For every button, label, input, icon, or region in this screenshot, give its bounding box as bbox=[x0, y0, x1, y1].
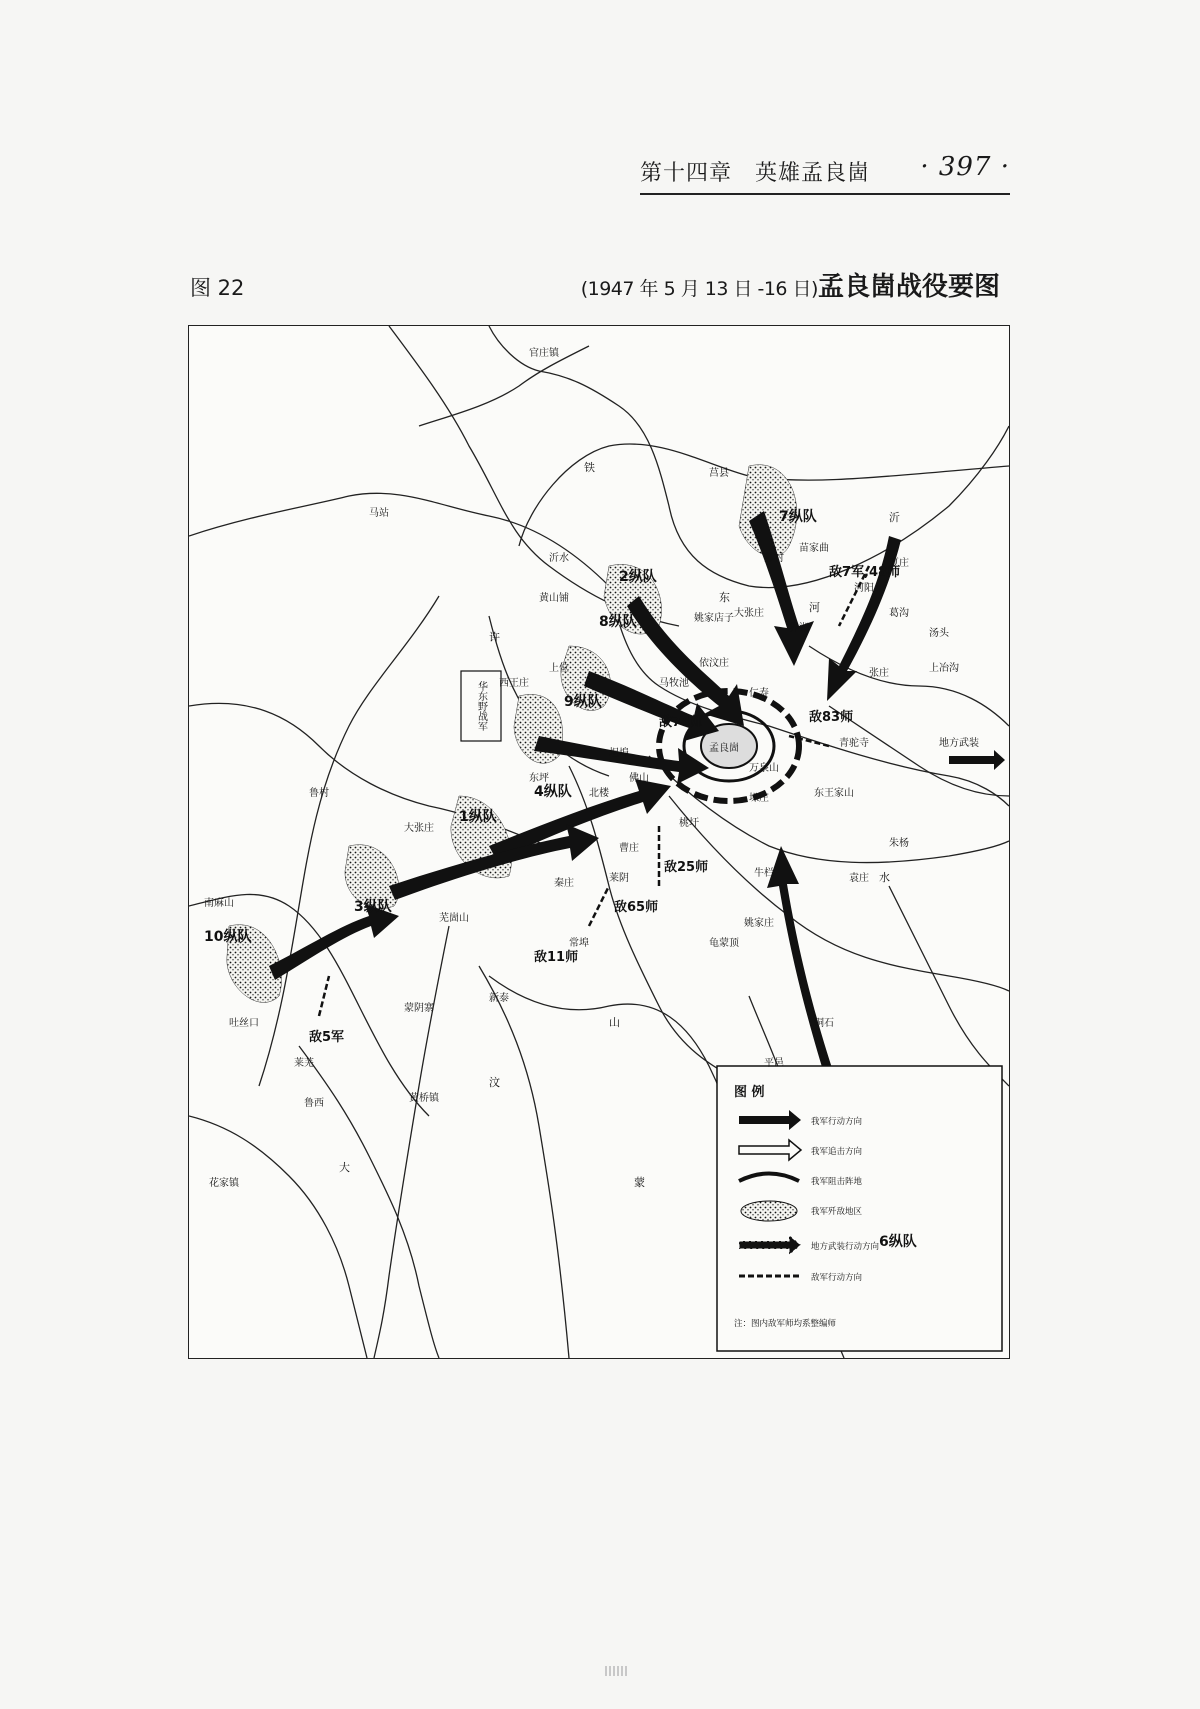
place-yuanzhuang: 袁庄 bbox=[849, 873, 869, 884]
river-label-tie: 铁 bbox=[584, 461, 595, 474]
river-label-he: 河 bbox=[809, 601, 820, 614]
place-mengliangu: 孟良崮 bbox=[709, 743, 739, 754]
place-shangwei: 上位 bbox=[549, 663, 569, 674]
place-guimengding: 龟蒙顶 bbox=[709, 938, 739, 949]
place-dongwangzhuang: 东王家山 bbox=[814, 788, 854, 799]
page-bottom-mark bbox=[605, 1666, 627, 1676]
enemy-e65: 敌65师 bbox=[614, 900, 659, 915]
legend-note: 注：图内敌军师均系整编师 bbox=[734, 1319, 837, 1329]
map-svg bbox=[189, 326, 1009, 1358]
enemy-e7: 敌7军,48师 bbox=[829, 565, 901, 580]
legend-item-0: 我军行动方向 bbox=[811, 1117, 863, 1127]
place-laiwu: 莱芜 bbox=[294, 1058, 314, 1069]
enemy-e83: 敌83师 bbox=[809, 710, 854, 725]
enemy-e11: 敌11师 bbox=[534, 950, 579, 965]
river-label-wen: 汶 bbox=[489, 1076, 500, 1089]
place-niulan: 牛栏 bbox=[754, 868, 774, 879]
field-army-hq bbox=[461, 671, 501, 741]
place-tonghe: 铜石 bbox=[814, 1018, 834, 1029]
place-taoxu: 桃圩 bbox=[679, 818, 699, 829]
enemy-e74: 敌74师 bbox=[659, 715, 704, 730]
place-heyang: 河阳 bbox=[854, 583, 874, 594]
unit-c10: 10纵队 bbox=[204, 929, 252, 945]
place-xiwangzhuang: 西王庄 bbox=[499, 678, 529, 689]
place-laiyin: 莱阴 bbox=[609, 873, 629, 884]
place-huangshanpu: 黄山铺 bbox=[539, 593, 569, 604]
place-tanbu: 垛庄 bbox=[749, 793, 769, 804]
legend-item-2: 我军阻击阵地 bbox=[811, 1177, 863, 1187]
place-suncun: 苏村 bbox=[764, 553, 784, 564]
river-label-dong: 东 bbox=[719, 591, 730, 604]
place-renzhuang: 仁寿 bbox=[749, 688, 769, 699]
place-shangtuolou: 上冶沟 bbox=[929, 663, 959, 674]
unit-c3: 3纵队 bbox=[354, 899, 392, 915]
place-zhuanzhou: 朱杨 bbox=[889, 838, 909, 849]
legend-item-4: 地方武装行动方向 bbox=[811, 1242, 880, 1252]
enemy-e25: 敌25师 bbox=[664, 860, 709, 875]
legend-item-3: 我军歼敌地区 bbox=[811, 1207, 863, 1217]
place-qingtuosi: 青驼寺 bbox=[839, 738, 869, 749]
place-nanmashan: 南麻山 bbox=[204, 898, 234, 909]
river-label-xu: 许 bbox=[489, 631, 500, 644]
running-head bbox=[640, 152, 1010, 195]
unit-c8: 8纵队 bbox=[599, 614, 637, 630]
local-forces-arrow bbox=[949, 750, 1005, 770]
unit-c6: 6纵队 bbox=[879, 1234, 917, 1250]
place-changbu: 常埠 bbox=[569, 938, 589, 949]
place-louxi: 鲁西 bbox=[304, 1098, 324, 1109]
place-caozhuang: 曹庄 bbox=[619, 843, 639, 854]
place-beiloucun: 北楼 bbox=[589, 788, 609, 799]
place-mengyin: 蒙阴寨 bbox=[404, 1003, 434, 1014]
place-miaojiaqu: 苗家曲 bbox=[799, 543, 829, 554]
place-gegou: 葛沟 bbox=[889, 608, 909, 619]
place-wuhushan: 芜崮山 bbox=[439, 913, 469, 924]
enemy-e5: 敌5军 bbox=[309, 1030, 345, 1045]
place-tuishikou: 吐丝口 bbox=[229, 1018, 259, 1029]
place-xiazhuang: 夏庄 bbox=[889, 558, 909, 569]
campaign-map bbox=[188, 325, 1010, 1359]
place-qinzhuang: 秦庄 bbox=[554, 878, 574, 889]
place-mazhan: 马站 bbox=[369, 508, 389, 519]
place-local-forces: 地方武装 bbox=[939, 738, 979, 749]
place-jiejia: 界湖 bbox=[789, 623, 809, 634]
place-zhangzhuang: 张庄 bbox=[869, 668, 889, 679]
unit-c9: 9纵队 bbox=[564, 694, 602, 710]
figure-date-range: (1947 年 5 月 13 日 -16 日) bbox=[580, 278, 818, 300]
place-nanbu: 坦埠 bbox=[609, 748, 629, 759]
river-label-shan: 山 bbox=[609, 1016, 620, 1029]
place-tangtou: 汤头 bbox=[929, 628, 949, 639]
place-xuzhuang: 依汶庄 bbox=[699, 658, 729, 669]
place-yishui: 沂水 bbox=[549, 553, 569, 564]
unit-c2: 2纵队 bbox=[619, 569, 657, 585]
place-matouzhuang: 马牧池 bbox=[659, 678, 689, 689]
place-yaojiazhuang: 姚家庄 bbox=[744, 918, 774, 929]
place-xintai: 新泰 bbox=[489, 993, 509, 1004]
attack-arrows bbox=[269, 511, 901, 1156]
unit-c7: 7纵队 bbox=[779, 509, 817, 525]
legend-item-5: 敌军行动方向 bbox=[811, 1273, 863, 1283]
place-lucun: 鲁村 bbox=[309, 788, 329, 799]
place-guanzhuang: 官庄镇 bbox=[529, 348, 559, 359]
page-number: · 397 · bbox=[920, 152, 1010, 182]
river-label-shui: 水 bbox=[879, 871, 890, 884]
place-dazhangzhuang-e: 大张庄 bbox=[734, 608, 764, 619]
place-foshan: 佛山 bbox=[629, 773, 649, 784]
place-jiajiadianzi: 姚家店子 bbox=[694, 613, 734, 624]
legend bbox=[717, 1066, 1002, 1351]
field-army-label: 华东野战军 bbox=[475, 681, 487, 731]
place-dazhangzhuang-w: 大张庄 bbox=[404, 823, 434, 834]
river-label-da: 大 bbox=[339, 1161, 350, 1174]
place-huadian: 花家镇 bbox=[209, 1178, 239, 1189]
place-pingyi: 平邑 bbox=[764, 1058, 784, 1069]
figure-label: 图 22 bbox=[190, 276, 245, 300]
place-wanquanshan: 万泉山 bbox=[749, 763, 779, 774]
chapter-title: 第十四章 英雄孟良崮 bbox=[640, 161, 871, 186]
place-dongping: 东坪 bbox=[529, 773, 549, 784]
unit-c1: 1纵队 bbox=[459, 809, 497, 825]
unit-c4: 4纵队 bbox=[534, 784, 572, 800]
river-label-yi: 沂 bbox=[889, 511, 900, 524]
river-label-meng: 蒙 bbox=[634, 1176, 645, 1189]
place-juxian: 莒县 bbox=[709, 468, 729, 479]
legend-item-1: 我军追击方向 bbox=[811, 1147, 863, 1157]
legend-title: 图 例 bbox=[734, 1085, 765, 1100]
figure-title: 孟良崮战役要图 bbox=[817, 272, 1000, 302]
place-huangqiao: 黄桥镇 bbox=[409, 1093, 439, 1104]
figure-caption bbox=[581, 266, 1000, 303]
